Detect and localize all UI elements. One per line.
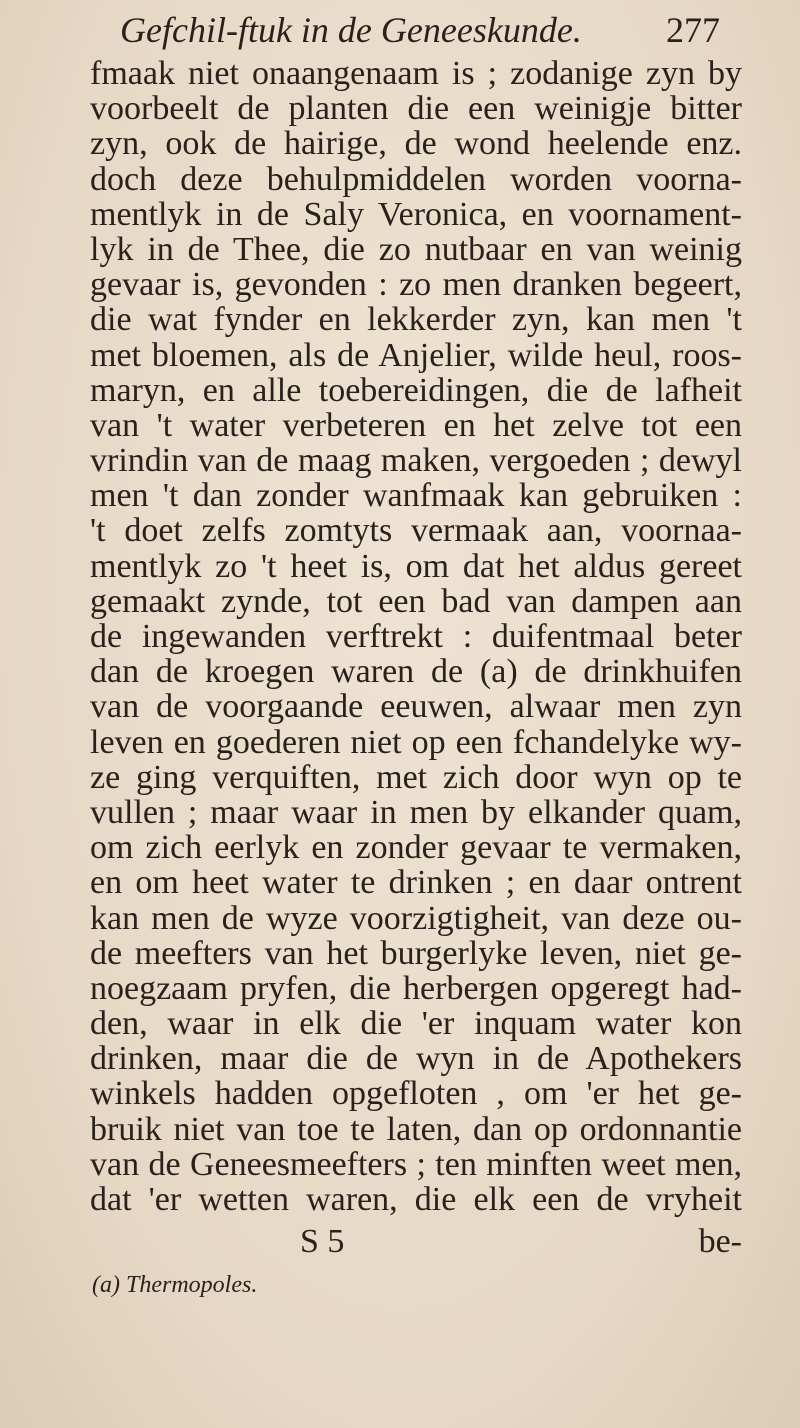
text-line: kan men de wyze voorzigtigheit, van deze ou- bbox=[90, 900, 742, 936]
text-line: men 't dan zonder wanfmaak kan gebruiken : bbox=[90, 478, 742, 514]
footnote: (a) Thermopoles. bbox=[92, 1272, 258, 1298]
text-line: doch deze behulpmiddelen worden voorna- bbox=[90, 161, 742, 197]
text-line: zyn, ook de hairige, de wond heelende enz. bbox=[90, 126, 742, 162]
text-line: gemaakt zynde, tot een bad van dampen aan bbox=[90, 583, 742, 619]
signature-line bbox=[90, 1222, 742, 1262]
text-line: fmaak niet onaangenaam is ; zodanige zyn by bbox=[90, 56, 742, 92]
text-line: die wat fynder en lekkerder zyn, kan men 't bbox=[90, 302, 742, 338]
text-line: de ingewanden verftrekt : duifentmaal beter bbox=[90, 619, 742, 655]
signature-mark: S 5 bbox=[300, 1223, 345, 1260]
text-line: maryn, en alle toebereidingen, die de lafheit bbox=[90, 372, 742, 408]
catchword: be- bbox=[698, 1223, 742, 1260]
text-line: 't doet zelfs zomtyts vermaak aan, voornaa- bbox=[90, 513, 742, 549]
text-line: lyk in de Thee, die zo nutbaar en van weinig bbox=[90, 231, 742, 268]
text-line: den, waar in elk die 'er inquam water kon bbox=[90, 1006, 742, 1042]
text-line: van de voorgaande eeuwen, alwaar men zyn bbox=[90, 689, 742, 725]
text-line: met bloemen, als de Anjelier, wilde heul, roos- bbox=[90, 337, 742, 373]
text-line: vrindin van de maag maken, vergoeden ; dewyl bbox=[90, 443, 742, 479]
text-line: mentlyk in de Saly Veronica, en voornament- bbox=[90, 196, 742, 232]
text-line: ze ging verquiften, met zich door wyn op te bbox=[90, 759, 742, 795]
text-line: leven en goederen niet op een fchandelyke wy- bbox=[90, 724, 742, 760]
text-line: mentlyk zo 't heet is, om dat het aldus gereet bbox=[90, 548, 742, 584]
text-line: dan de kroegen waren de (a) de drinkhuifen bbox=[90, 654, 742, 690]
text-line: van de Geneesmeefters ; ten minften weet men, bbox=[90, 1146, 742, 1182]
body-text bbox=[90, 56, 742, 1217]
text-line: bruik niet van toe te laten, dan op ordonnantie bbox=[90, 1111, 742, 1147]
text-line: gevaar is, gevonden : zo men dranken begeert, bbox=[90, 267, 742, 303]
running-header bbox=[120, 10, 720, 50]
text-line: drinken, maar die de wyn in de Apothekers bbox=[90, 1041, 742, 1077]
text-line: en om heet water te drinken ; en daar ontrent bbox=[90, 865, 742, 901]
page-number: 277 bbox=[666, 10, 720, 50]
text-line: om zich eerlyk en zonder gevaar te vermaken, bbox=[90, 830, 742, 866]
text-line: van 't water verbeteren en het zelve tot een bbox=[90, 407, 742, 444]
running-title: Gefchil-ftuk in de Geneeskunde. bbox=[120, 10, 582, 50]
text-line: dat 'er wetten waren, die elk een de vryheit bbox=[90, 1182, 742, 1218]
text-line: vullen ; maar waar in men by elkander quam, bbox=[90, 794, 742, 831]
text-line: de meefters van het burgerlyke leven, niet ge- bbox=[90, 935, 742, 971]
text-line: winkels hadden opgefloten , om 'er het ge- bbox=[90, 1076, 742, 1112]
text-line: noegzaam pryfen, die herbergen opgeregt had- bbox=[90, 970, 742, 1007]
text-line: voorbeelt de planten die een weinigje bitter bbox=[90, 91, 742, 127]
